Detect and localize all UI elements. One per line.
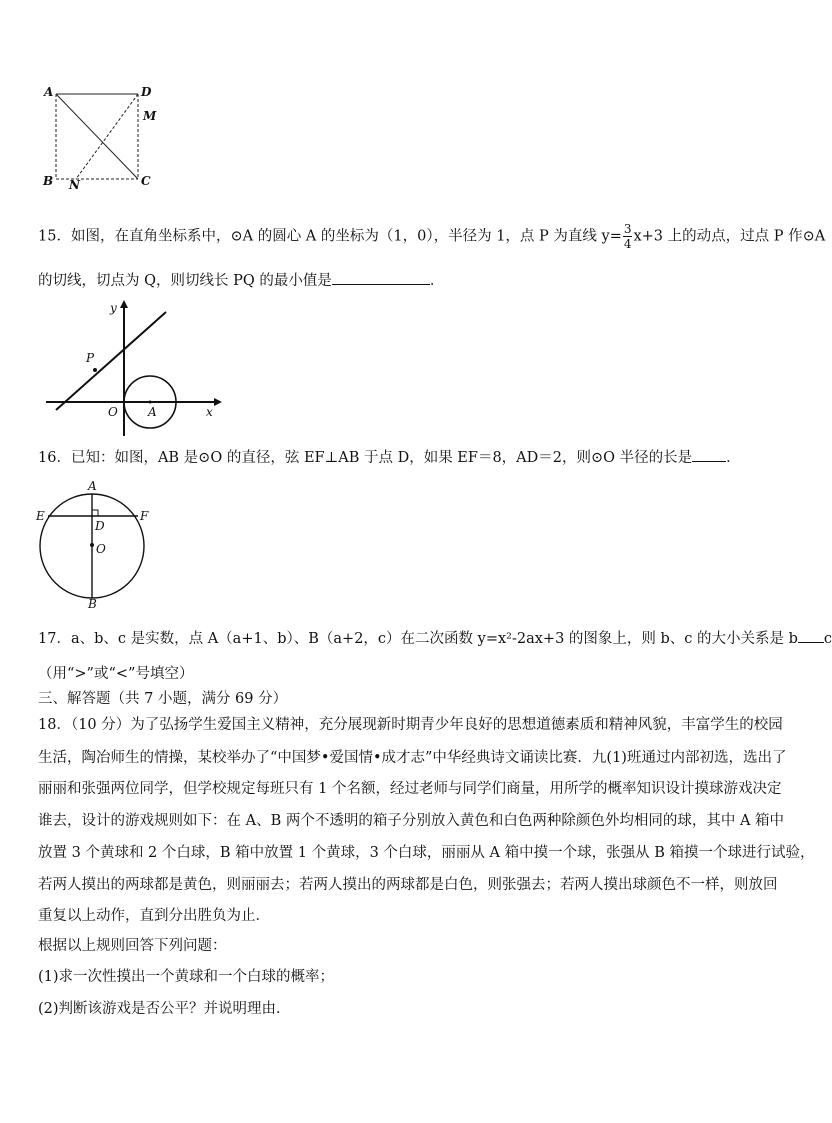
q18-line-4: 谁去，设计的游戏规则如下：在 A、B 两个不透明的箱子分别放入黄色和白色两种除颜色外均相同的球，其中 A 箱中 <box>38 813 785 829</box>
q17-line1 <box>38 628 832 649</box>
label-d: D <box>95 519 105 533</box>
coordinate-figure <box>38 298 228 440</box>
q17-hint: （用“>”或“<”号填空） <box>38 666 194 682</box>
q15-line2 <box>38 270 444 291</box>
q18-line-9: (1)求一次性摸出一个黄球和一个白球的概率； <box>38 969 335 985</box>
label-o: O <box>108 405 118 419</box>
q16-text: 16．已知：如图，AB 是⊙O 的直径，弦 EF⊥AB 于点 D，如果 EF＝8，AD＝2，则⊙O 半径的长是 <box>38 450 693 466</box>
label-c: C <box>141 174 151 188</box>
x-arrow <box>214 398 222 406</box>
q15-frac-den: 4 <box>623 237 632 251</box>
label-d: D <box>141 85 152 99</box>
label-f: F <box>140 509 149 523</box>
q18-line-7: 重复以上动作，直到分出胜负为止． <box>38 908 270 924</box>
q15-line1 <box>38 222 825 251</box>
section3-title-text: 三、解答题（共 7 小题，满分 69 分） <box>38 691 288 707</box>
square-figure <box>38 80 168 192</box>
label-x: x <box>206 405 213 419</box>
q15-frac-num: 3 <box>623 222 632 236</box>
q15-text-c: x+3 上的动点，过点 P 作⊙A <box>633 228 826 245</box>
line-p <box>56 312 166 410</box>
q15-answer-blank[interactable] <box>332 270 430 285</box>
y-arrow <box>120 300 128 308</box>
q17-end: c <box>823 631 832 647</box>
label-e: E <box>36 509 45 523</box>
q16-end: ． <box>726 450 741 466</box>
q15-end: ． <box>429 273 445 289</box>
label-n: N <box>69 178 80 192</box>
label-a-top: A <box>88 479 97 493</box>
label-a: A <box>44 85 54 99</box>
q15-fraction <box>623 222 633 251</box>
q18-line-6: 若两人摸出的两球都是黄色，则丽丽去；若两人摸出的两球都是白色，则张强去；若两人摸出球颜色不一样，则放回 <box>38 877 778 893</box>
q15-line2-text: 的切线，切点为 Q，则切线长 PQ 的最小值是 <box>38 273 332 289</box>
q16-answer-blank[interactable] <box>692 447 726 462</box>
segment-ac <box>56 94 138 179</box>
q15-text-b: A 的圆心 A 的坐标为（1，0），半径为 1，点 P 为直线 y= <box>242 228 622 245</box>
q18-line-10: (2)判断该游戏是否公平？并说明理由． <box>38 1001 291 1017</box>
q18-line-5: 放置 3 个黄球和 2 个白球，B 箱中放置 1 个黄球，3 个白球，丽丽从 A 箱中摸一个球，张强从 B 箱摸一个球进行试验， <box>38 845 815 861</box>
label-p: P <box>86 351 95 365</box>
label-y: y <box>110 301 117 315</box>
circle-figure <box>34 476 154 614</box>
point-o <box>90 543 94 547</box>
segment-dn <box>76 94 138 179</box>
q16-line <box>38 447 741 468</box>
label-b-bottom: B <box>88 597 97 611</box>
q17-answer-blank[interactable] <box>798 628 824 643</box>
q17-line2 <box>38 664 193 684</box>
label-b: B <box>43 174 54 188</box>
right-angle-mark <box>92 510 98 516</box>
q18-line-8: 根据以上规则回答下列问题： <box>38 938 227 954</box>
label-a-center: A <box>148 405 157 419</box>
q18-line-3: 丽丽和张强两位同学，但学校规定每班只有 1 个名额，经过老师与同学们商量，用所学的概率知识设计摸球游戏决定 <box>38 781 782 797</box>
label-m: M <box>143 109 157 123</box>
q17-text: 17．a、b、c 是实数，点 A（a+1、b）、B（a+2，c）在二次函数 y=x²-2ax+3 的图象上，则 b、c 的大小关系是 b <box>38 631 798 647</box>
q18-line-1: 18．（10 分）为了弘扬学生爱国主义精神，充分展现新时期青少年良好的思想道德素质和精神风貌，丰富学生的校园 <box>38 717 783 733</box>
section3-title <box>38 689 287 709</box>
q15-text-a: 15．如图，在直角坐标系中，⊙ <box>38 228 243 245</box>
point-p <box>93 368 97 372</box>
point-a <box>149 401 152 404</box>
q18-line-2: 生活，陶冶师生的情操，某校举办了“中国梦•爱国情•成才志”中华经典诗文诵读比赛．九(1)班通过内部初选，选出了 <box>38 750 787 766</box>
label-o-center: O <box>96 542 106 556</box>
